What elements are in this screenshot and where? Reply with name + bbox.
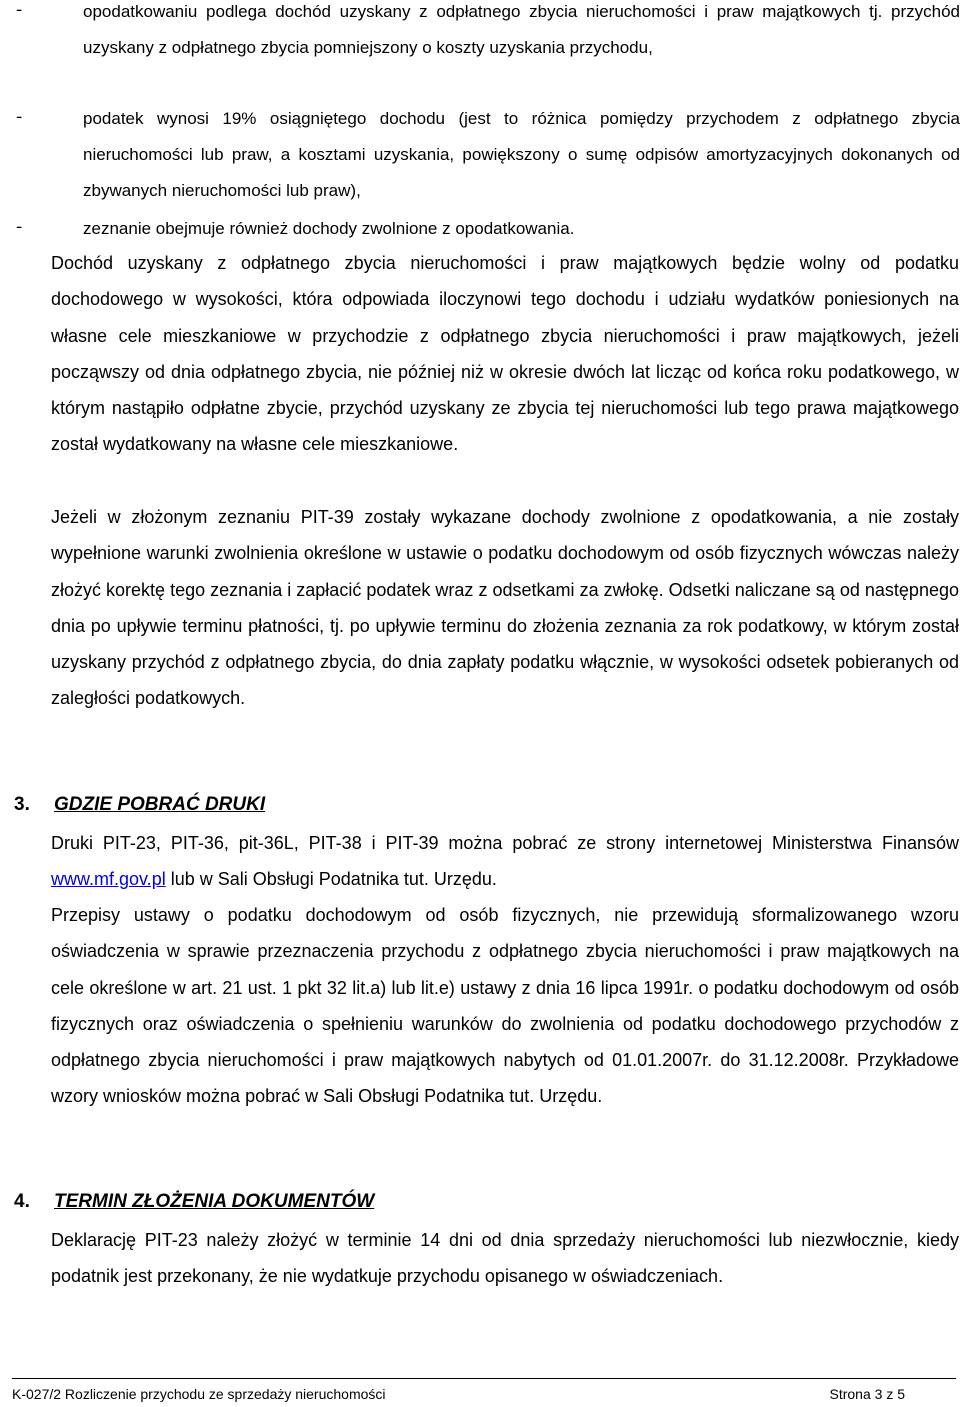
section-title: GDZIE POBRAĆ DRUKI [54,794,266,815]
paragraph-text: Druki PIT-23, PIT-36, pit-36L, PIT-38 i PIT-39 można pobrać ze strony internetowej Ministerstwa Finansów [51,833,959,853]
section-number: 4. [14,1191,30,1212]
bullet-text: opodatkowaniu podlega dochód uzyskany z odpłatnego zbycia nieruchomości i praw majątkowych tj. przychód uzyskany z odpłatnego zbycia pomniejszony o koszty uzyskania przychodu, [83,2,960,57]
ministry-website-link[interactable]: www.mf.gov.pl [51,869,166,890]
paragraph-correction: Jeżeli w złożonym zeznaniu PIT-39 zostały wykazane dochody zwolnione z opodatkowania, a nie zostały wypełnione warunki zwolnienia określone w ustawie o podatku dochodowym od osób fizycznych wówczas należy złożyć korektę tego zeznania i zapłacić podatek wraz z odsetkami za zwłokę. Odsetki naliczane są od następnego dnia po upływie terminu płatności, tj. po upływie terminu do złożenia zeznania za rok podatkowy, w którym został uzyskany przychód z odpłatnego zbycia, do dnia zapłaty podatku włącznie, w wysokości odsetek pobieranych od zaległości podatkowych. [51,507,959,709]
section-heading-4 [14,1188,374,1216]
section-heading-3 [14,791,265,819]
paragraph-forms-download [51,825,959,898]
bullet-text: podatek wynosi 19% osiągniętego dochodu (jest to różnica pomiędzy przychodem z odpłatnego zbycia nieruchomości lub praw, a kosztami uzyskania, powiększony o sumę odpisów amortyzacyjnych dokonanych od zbywanych nieruchomości lub praw), [83,109,960,200]
list-item [0,101,960,209]
bullet-dash: - [14,2,25,21]
bullet-dash: - [14,219,25,238]
footer-page-number: Strona 3 z 5 [829,1386,905,1402]
bullet-dash: - [14,109,25,128]
paragraph-deadline: Deklarację PIT-23 należy złożyć w terminie 14 dni od dnia sprzedaży nieruchomości lub niezwłocznie, kiedy podatnik jest przekonany, że nie wydatkuje przychodu opisanego w oświadczeniach. [51,1230,959,1287]
list-item [0,0,960,66]
footer-document-title: K-027/2 Rozliczenie przychodu ze sprzedaży nieruchomości [12,1386,386,1402]
footer-divider [12,1378,956,1379]
list-item [0,211,960,247]
paragraph-regulations: Przepisy ustawy o podatku dochodowym od osób fizycznych, nie przewidują sformalizowanego wzoru oświadczenia w sprawie przeznaczenia przychodu z odpłatnego zbycia nieruchomości i praw majątkowych na cele określone w art. 21 ust. 1 pkt 32 lit.a) lub lit.e) ustawy z dnia 16 lipca 1991r. o podatku dochodowym od osób fizycznych oraz oświadczenia o spełnieniu warunków do zwolnienia od podatku dochodowego przychodów z odpłatnego zbycia nieruchomości i praw majątkowych nabytych od 01.01.2007r. do 31.12.2008r. Przykładowe wzory wniosków można pobrać w Sali Obsługi Podatnika tut. Urzędu. [51,905,959,1107]
bullet-text: zeznanie obejmuje również dochody zwolnione z opodatkowania. [83,219,575,238]
section-number: 3. [14,794,30,815]
section-title: TERMIN ZŁOŻENIA DOKUMENTÓW [54,1191,375,1212]
paragraph-exemption: Dochód uzyskany z odpłatnego zbycia nieruchomości i praw majątkowych będzie wolny od podatku dochodowego w wysokości, która odpowiada iloczynowi tego dochodu i udziału wydatków poniesionych na własne cele mieszkaniowe w przychodzie z odpłatnego zbycia nieruchomości i praw majątkowych, jeżeli począwszy od dnia odpłatnego zbycia, nie później niż w okresie dwóch lat licząc od końca roku podatkowego, w którym nastąpiło odpłatne zbycie, przychód uzyskany ze zbycia tej nieruchomości lub tego prawa majątkowego został wydatkowany na własne cele mieszkaniowe. [51,253,959,455]
paragraph-text: lub w Sali Obsługi Podatnika tut. Urzędu. [165,869,497,890]
